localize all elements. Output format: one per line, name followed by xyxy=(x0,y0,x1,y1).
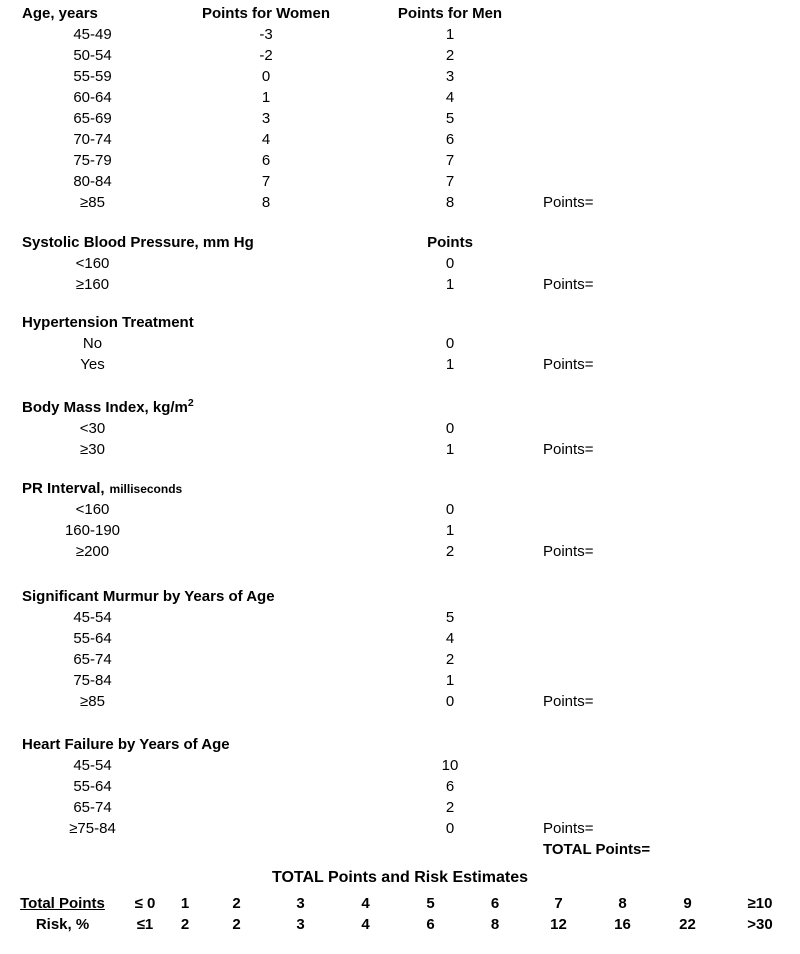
total-points-value: 8 xyxy=(618,895,627,912)
points-men-cell: 6 xyxy=(445,131,455,148)
category-cell: ≥200 xyxy=(75,543,110,560)
table-row xyxy=(0,818,800,839)
table-row xyxy=(0,129,800,150)
table-row xyxy=(0,797,800,818)
category-cell: ≥75-84 xyxy=(69,820,116,837)
table-row xyxy=(0,670,800,691)
risk-value: 2 xyxy=(180,916,190,933)
points-equals-label: Points= xyxy=(543,441,594,458)
points-for-women-header: Points for Women xyxy=(201,5,331,22)
age-section xyxy=(0,3,800,213)
points-cell: 2 xyxy=(445,543,455,560)
table-row xyxy=(0,274,800,295)
risk-table-title: TOTAL Points and Risk Estimates xyxy=(271,869,529,886)
points-equals-label: Points= xyxy=(543,693,594,710)
table-row xyxy=(0,253,800,274)
points-women-cell: 0 xyxy=(261,68,271,85)
age-range-cell: 50-54 xyxy=(73,47,112,64)
points-cell: 1 xyxy=(445,276,455,293)
points-men-cell: 4 xyxy=(445,89,455,106)
points-equals-label: Points= xyxy=(543,276,594,293)
pr-title-unit: milliseconds xyxy=(109,482,183,496)
points-men-cell: 1 xyxy=(445,26,455,43)
table-row xyxy=(0,439,800,460)
pr-interval-section xyxy=(0,478,800,562)
points-cell: 5 xyxy=(445,609,455,626)
total-points-value: 2 xyxy=(232,895,241,912)
table-row xyxy=(0,649,800,670)
section-header-row xyxy=(0,312,800,333)
murmur-section-title: Significant Murmur by Years of Age xyxy=(22,588,275,605)
risk-value: 3 xyxy=(296,916,305,933)
table-row xyxy=(0,691,800,712)
category-cell: 55-64 xyxy=(73,778,112,795)
points-women-cell: -2 xyxy=(259,47,273,64)
points-men-cell: 2 xyxy=(445,47,455,64)
section-header-row xyxy=(0,397,800,418)
risk-value: ≤1 xyxy=(136,916,154,933)
total-points-value: 4 xyxy=(361,895,370,912)
total-points-value: 7 xyxy=(554,895,563,912)
table-row xyxy=(0,150,800,171)
total-points-row-label: Total Points xyxy=(20,895,105,912)
points-cell: 0 xyxy=(445,501,455,518)
hypertension-treatment-section xyxy=(0,312,800,375)
points-cell: 4 xyxy=(445,630,455,647)
points-men-cell: 7 xyxy=(445,173,455,190)
points-cell: 0 xyxy=(445,820,455,837)
category-cell: ≥85 xyxy=(80,693,105,710)
table-row xyxy=(0,755,800,776)
risk-value: 16 xyxy=(614,916,631,933)
risk-value: 4 xyxy=(361,916,370,933)
age-section-title: Age, years xyxy=(22,5,98,22)
category-cell: 45-54 xyxy=(73,757,112,774)
bmi-title-main: Body Mass Index, kg/m xyxy=(22,399,188,416)
pr-section-title xyxy=(22,478,182,500)
category-cell: 45-54 xyxy=(73,609,112,626)
total-points-scale-row xyxy=(0,893,800,914)
table-row xyxy=(0,520,800,541)
points-men-cell: 5 xyxy=(445,110,455,127)
points-cell: 0 xyxy=(445,420,455,437)
category-cell: No xyxy=(82,335,103,352)
risk-value: 2 xyxy=(232,916,241,933)
age-header-row xyxy=(0,3,800,24)
htn-section-title: Hypertension Treatment xyxy=(22,314,194,331)
sbp-section-title: Systolic Blood Pressure, mm Hg xyxy=(22,234,254,251)
table-row xyxy=(0,108,800,129)
table-row xyxy=(0,66,800,87)
points-women-cell: 6 xyxy=(261,152,271,169)
category-cell: 65-74 xyxy=(73,651,112,668)
points-cell: 0 xyxy=(445,335,455,352)
age-range-cell: ≥85 xyxy=(80,194,105,211)
table-row xyxy=(0,171,800,192)
points-cell: 1 xyxy=(445,522,455,539)
total-points-value: ≥10 xyxy=(747,895,773,912)
points-for-men-header: Points for Men xyxy=(397,5,503,22)
points-men-cell: 7 xyxy=(445,152,455,169)
points-cell: 1 xyxy=(445,672,455,689)
points-cell: 10 xyxy=(441,757,459,774)
section-header-row xyxy=(0,232,800,253)
points-men-cell: 8 xyxy=(445,194,455,211)
category-cell: 160-190 xyxy=(64,522,121,539)
category-cell: 75-84 xyxy=(73,672,112,689)
table-row xyxy=(0,418,800,439)
risk-value: 12 xyxy=(550,916,567,933)
total-points-value: 3 xyxy=(296,895,305,912)
table-row xyxy=(0,499,800,520)
risk-estimates-block xyxy=(0,868,800,935)
category-cell: <160 xyxy=(75,501,110,518)
points-equals-label: Points= xyxy=(543,356,594,373)
category-cell: <160 xyxy=(75,255,110,272)
total-points-value: 1 xyxy=(180,895,190,912)
total-points-equals-label: TOTAL Points= xyxy=(543,841,651,858)
table-row xyxy=(0,45,800,66)
points-equals-label: Points= xyxy=(543,194,594,211)
risk-row-label: Risk, % xyxy=(35,916,90,933)
points-women-cell: 7 xyxy=(261,173,271,190)
points-women-cell: -3 xyxy=(259,26,273,43)
total-points-row xyxy=(0,839,800,860)
points-cell: 6 xyxy=(445,778,455,795)
points-equals-label: Points= xyxy=(543,543,594,560)
section-header-row xyxy=(0,734,800,755)
table-row xyxy=(0,192,800,213)
table-row xyxy=(0,333,800,354)
bmi-title-superscript: 2 xyxy=(187,397,194,409)
points-men-cell: 3 xyxy=(445,68,455,85)
systolic-bp-section xyxy=(0,232,800,295)
age-range-cell: 65-69 xyxy=(73,110,112,127)
table-row xyxy=(0,24,800,45)
table-row xyxy=(0,541,800,562)
points-equals-label: Points= xyxy=(543,820,594,837)
category-cell: 55-64 xyxy=(73,630,112,647)
murmur-section xyxy=(0,586,800,712)
age-range-cell: 60-64 xyxy=(73,89,112,106)
bmi-section xyxy=(0,397,800,460)
age-range-cell: 55-59 xyxy=(73,68,112,85)
points-cell: 1 xyxy=(445,441,455,458)
age-range-cell: 70-74 xyxy=(73,131,112,148)
total-points-value: 9 xyxy=(683,895,692,912)
category-cell: <30 xyxy=(79,420,106,437)
table-row xyxy=(0,354,800,375)
total-points-value: ≤ 0 xyxy=(134,895,156,912)
risk-value: >30 xyxy=(747,916,773,933)
age-range-cell: 80-84 xyxy=(73,173,112,190)
category-cell: 65-74 xyxy=(73,799,112,816)
section-header-row xyxy=(0,478,800,499)
points-cell: 1 xyxy=(445,356,455,373)
section-header-row xyxy=(0,586,800,607)
points-cell: 0 xyxy=(445,693,455,710)
pr-title-main: PR Interval, xyxy=(22,480,105,497)
points-women-cell: 8 xyxy=(261,194,271,211)
points-women-cell: 3 xyxy=(261,110,271,127)
risk-value: 22 xyxy=(679,916,696,933)
risk-value: 8 xyxy=(490,916,500,933)
category-cell: Yes xyxy=(80,356,105,373)
risk-value: 6 xyxy=(426,916,435,933)
total-points-value: 5 xyxy=(426,895,435,912)
table-row xyxy=(0,628,800,649)
table-row xyxy=(0,607,800,628)
points-cell: 2 xyxy=(445,651,455,668)
age-range-cell: 45-49 xyxy=(73,26,112,43)
category-cell: ≥30 xyxy=(80,441,105,458)
category-cell: ≥160 xyxy=(75,276,110,293)
hf-section-title: Heart Failure by Years of Age xyxy=(22,736,230,753)
points-women-cell: 1 xyxy=(261,89,271,106)
bmi-section-title xyxy=(22,397,194,420)
points-cell: 2 xyxy=(445,799,455,816)
risk-percent-row xyxy=(0,914,800,935)
heart-failure-section xyxy=(0,734,800,860)
points-women-cell: 4 xyxy=(261,131,271,148)
table-row xyxy=(0,776,800,797)
points-column-header: Points xyxy=(427,234,473,251)
age-range-cell: 75-79 xyxy=(73,152,112,169)
total-points-value: 6 xyxy=(490,895,500,912)
points-cell: 0 xyxy=(445,255,455,272)
table-row xyxy=(0,87,800,108)
